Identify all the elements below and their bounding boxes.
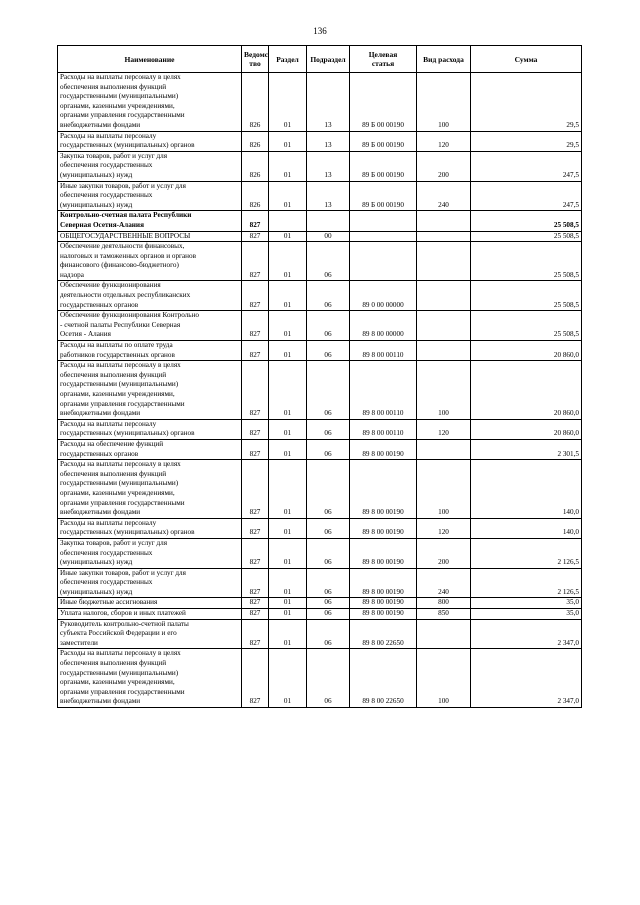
cell-sum: 25 508,5	[471, 281, 582, 311]
cell-sum: 25 508,5	[471, 231, 582, 242]
cell-section: 01	[269, 341, 307, 361]
table-row	[58, 311, 582, 341]
header-sum: Сумма	[471, 46, 582, 73]
cell-target: 89 0 00 00000	[350, 281, 417, 311]
cell-dept: 827	[242, 649, 269, 708]
cell-dept: 827	[242, 568, 269, 598]
cell-name: Закупка товаров, работ и услуг для обеспечения государственных (муниципальных) нужд	[58, 151, 242, 181]
cell-expense: 100	[417, 649, 471, 708]
cell-name: Контрольно-счетная палата Республики Северная Осетия-Алания	[58, 211, 242, 231]
cell-dept: 827	[242, 281, 269, 311]
cell-target: 89 8 00 00190	[350, 568, 417, 598]
cell-section: 01	[269, 281, 307, 311]
cell-expense: 120	[417, 131, 471, 151]
header-dept: Ведомс тво	[242, 46, 269, 73]
cell-sum: 29,5	[471, 131, 582, 151]
cell-target: 89 Б 00 00190	[350, 151, 417, 181]
cell-dept: 827	[242, 460, 269, 519]
cell-target: 89 8 00 00190	[350, 538, 417, 568]
cell-section: 01	[269, 131, 307, 151]
cell-dept: 827	[242, 341, 269, 361]
cell-sum: 2 347,0	[471, 649, 582, 708]
cell-subsection: 06	[307, 311, 350, 341]
cell-name: Расходы на выплаты персоналу в целях обеспечения выполнения функций государственными (муниципальными) органами, казенными учреждениями, органами управления государственными внебюджетными фондами	[58, 361, 242, 420]
cell-subsection: 06	[307, 518, 350, 538]
cell-sum: 35,0	[471, 609, 582, 620]
cell-expense: 200	[417, 151, 471, 181]
cell-expense	[417, 231, 471, 242]
cell-dept: 827	[242, 311, 269, 341]
table-row	[58, 361, 582, 420]
cell-section: 01	[269, 419, 307, 439]
cell-target: 89 8 00 00190	[350, 609, 417, 620]
cell-name: Расходы на обеспечение функций государственных органов	[58, 439, 242, 459]
cell-subsection: 06	[307, 619, 350, 649]
cell-target: 89 8 00 00190	[350, 598, 417, 609]
cell-subsection: 06	[307, 419, 350, 439]
cell-sum: 2 126,5	[471, 538, 582, 568]
cell-sum: 25 508,5	[471, 242, 582, 281]
table-row	[58, 568, 582, 598]
cell-expense	[417, 341, 471, 361]
cell-sum: 29,5	[471, 73, 582, 132]
cell-section: 01	[269, 181, 307, 211]
cell-expense: 100	[417, 460, 471, 519]
cell-target: 89 Б 00 00190	[350, 131, 417, 151]
cell-name: Расходы на выплаты персоналу в целях обеспечения выполнения функций государственными (муниципальными) органами, казенными учреждениями, органами управления государственными внебюджетными фондами	[58, 460, 242, 519]
cell-expense: 120	[417, 518, 471, 538]
cell-sum: 20 860,0	[471, 361, 582, 420]
cell-target: 89 8 00 00190	[350, 439, 417, 459]
cell-section: 01	[269, 311, 307, 341]
header-expense: Вид расхода	[417, 46, 471, 73]
cell-subsection: 13	[307, 73, 350, 132]
table-row	[58, 419, 582, 439]
cell-sum: 20 860,0	[471, 341, 582, 361]
cell-dept: 827	[242, 619, 269, 649]
header-name: Наименование	[58, 46, 242, 73]
table-row	[58, 131, 582, 151]
table-row	[58, 231, 582, 242]
cell-section: 01	[269, 649, 307, 708]
cell-subsection: 06	[307, 361, 350, 420]
table-row	[58, 619, 582, 649]
cell-target	[350, 231, 417, 242]
cell-sum: 2 347,0	[471, 619, 582, 649]
cell-sum: 35,0	[471, 598, 582, 609]
cell-section: 01	[269, 361, 307, 420]
cell-dept: 827	[242, 419, 269, 439]
cell-subsection: 06	[307, 568, 350, 598]
cell-section: 01	[269, 242, 307, 281]
cell-dept: 826	[242, 181, 269, 211]
cell-sum: 140,0	[471, 460, 582, 519]
cell-expense: 800	[417, 598, 471, 609]
cell-target: 89 8 00 00110	[350, 361, 417, 420]
cell-name: Обеспечение функционирования деятельности отдельных республиканских государственных органов	[58, 281, 242, 311]
cell-name: Расходы на выплаты персоналу государственных (муниципальных) органов	[58, 518, 242, 538]
table-row	[58, 211, 582, 231]
table-row	[58, 151, 582, 181]
cell-subsection: 13	[307, 151, 350, 181]
cell-name: Расходы на выплаты по оплате труда работников государственных органов	[58, 341, 242, 361]
cell-section: 01	[269, 568, 307, 598]
header-subsection: Подраздел	[307, 46, 350, 73]
cell-target: 89 8 00 00000	[350, 311, 417, 341]
cell-section: 01	[269, 518, 307, 538]
cell-expense	[417, 242, 471, 281]
cell-dept: 827	[242, 439, 269, 459]
cell-section: 01	[269, 231, 307, 242]
cell-name: Иные закупки товаров, работ и услуг для обеспечения государственных (муниципальных) нужд	[58, 181, 242, 211]
cell-name: Руководитель контрольно-счетной палаты субъекта Российской Федерации и его заместители	[58, 619, 242, 649]
cell-name: Иные закупки товаров, работ и услуг для обеспечения государственных (муниципальных) нужд	[58, 568, 242, 598]
cell-target: 89 Б 00 00190	[350, 181, 417, 211]
header-target: Целевая статья	[350, 46, 417, 73]
table-row	[58, 242, 582, 281]
cell-subsection: 06	[307, 242, 350, 281]
cell-name: Закупка товаров, работ и услуг для обеспечения государственных (муниципальных) нужд	[58, 538, 242, 568]
cell-dept: 827	[242, 518, 269, 538]
cell-sum: 140,0	[471, 518, 582, 538]
cell-expense: 240	[417, 181, 471, 211]
cell-target	[350, 211, 417, 231]
cell-subsection: 06	[307, 439, 350, 459]
cell-expense: 240	[417, 568, 471, 598]
cell-name: Уплата налогов, сборов и иных платежей	[58, 609, 242, 620]
cell-dept: 827	[242, 538, 269, 568]
cell-name: ОБЩЕГОСУДАРСТВЕННЫЕ ВОПРОСЫ	[58, 231, 242, 242]
cell-expense	[417, 619, 471, 649]
cell-sum: 25 508,5	[471, 211, 582, 231]
cell-subsection: 06	[307, 598, 350, 609]
cell-expense	[417, 439, 471, 459]
table-row	[58, 73, 582, 132]
cell-name: Расходы на выплаты персоналу в целях обеспечения выполнения функций государственными (муниципальными) органами, казенными учреждениями, органами управления государственными внебюджетными фондами	[58, 649, 242, 708]
cell-subsection: 13	[307, 181, 350, 211]
cell-section: 01	[269, 151, 307, 181]
cell-dept: 826	[242, 131, 269, 151]
cell-section: 01	[269, 460, 307, 519]
cell-dept: 826	[242, 73, 269, 132]
cell-sum: 20 860,0	[471, 419, 582, 439]
table-row	[58, 518, 582, 538]
table-row	[58, 538, 582, 568]
cell-section: 01	[269, 538, 307, 568]
cell-subsection: 06	[307, 538, 350, 568]
budget-table	[57, 45, 582, 708]
table-row	[58, 181, 582, 211]
cell-section	[269, 211, 307, 231]
cell-expense: 100	[417, 361, 471, 420]
cell-target: 89 8 00 00190	[350, 518, 417, 538]
cell-name: Расходы на выплаты персоналу государственных (муниципальных) органов	[58, 131, 242, 151]
table-row	[58, 341, 582, 361]
cell-dept: 827	[242, 242, 269, 281]
cell-section: 01	[269, 439, 307, 459]
cell-target	[350, 242, 417, 281]
cell-dept: 826	[242, 151, 269, 181]
cell-name: Расходы на выплаты персоналу в целях обеспечения выполнения функций государственными (муниципальными) органами, казенными учреждениями, органами управления государственными внебюджетными фондами	[58, 73, 242, 132]
cell-dept: 827	[242, 361, 269, 420]
cell-name: Расходы на выплаты персоналу государственных (муниципальных) органов	[58, 419, 242, 439]
cell-target: 89 8 00 22650	[350, 649, 417, 708]
cell-expense	[417, 311, 471, 341]
cell-sum: 25 508,5	[471, 311, 582, 341]
cell-section: 01	[269, 619, 307, 649]
cell-dept: 827	[242, 231, 269, 242]
cell-subsection: 06	[307, 460, 350, 519]
cell-name: Обеспечение функционирования Контрольно - счетной палаты Республики Северная Осетия - Алания	[58, 311, 242, 341]
table-row	[58, 439, 582, 459]
cell-expense: 100	[417, 73, 471, 132]
table-row	[58, 649, 582, 708]
cell-dept: 827	[242, 609, 269, 620]
cell-target: 89 8 00 00190	[350, 460, 417, 519]
cell-sum: 247,5	[471, 181, 582, 211]
cell-subsection	[307, 211, 350, 231]
cell-subsection: 06	[307, 281, 350, 311]
cell-dept: 827	[242, 211, 269, 231]
cell-target: 89 8 00 22650	[350, 619, 417, 649]
cell-expense: 200	[417, 538, 471, 568]
header-section: Раздел	[269, 46, 307, 73]
cell-name: Обеспечение деятельности финансовых, налоговых и таможенных органов и органов финансового (финансово-бюджетного) надзора	[58, 242, 242, 281]
cell-subsection: 00	[307, 231, 350, 242]
cell-target: 89 Б 00 00190	[350, 73, 417, 132]
table-row	[58, 598, 582, 609]
cell-target: 89 8 00 00110	[350, 419, 417, 439]
cell-target: 89 8 00 00110	[350, 341, 417, 361]
page-number: 136	[313, 26, 327, 36]
cell-expense	[417, 211, 471, 231]
cell-sum: 2 126,5	[471, 568, 582, 598]
cell-dept: 827	[242, 598, 269, 609]
cell-expense: 120	[417, 419, 471, 439]
table-row	[58, 281, 582, 311]
cell-expense: 850	[417, 609, 471, 620]
cell-expense	[417, 281, 471, 311]
cell-sum: 247,5	[471, 151, 582, 181]
cell-section: 01	[269, 73, 307, 132]
cell-subsection: 13	[307, 131, 350, 151]
cell-subsection: 06	[307, 609, 350, 620]
table-row	[58, 460, 582, 519]
cell-name: Иные бюджетные ассигнования	[58, 598, 242, 609]
cell-subsection: 06	[307, 649, 350, 708]
cell-section: 01	[269, 609, 307, 620]
table-row	[58, 609, 582, 620]
table-header-row	[58, 46, 582, 73]
cell-subsection: 06	[307, 341, 350, 361]
cell-section: 01	[269, 598, 307, 609]
cell-sum: 2 301,5	[471, 439, 582, 459]
